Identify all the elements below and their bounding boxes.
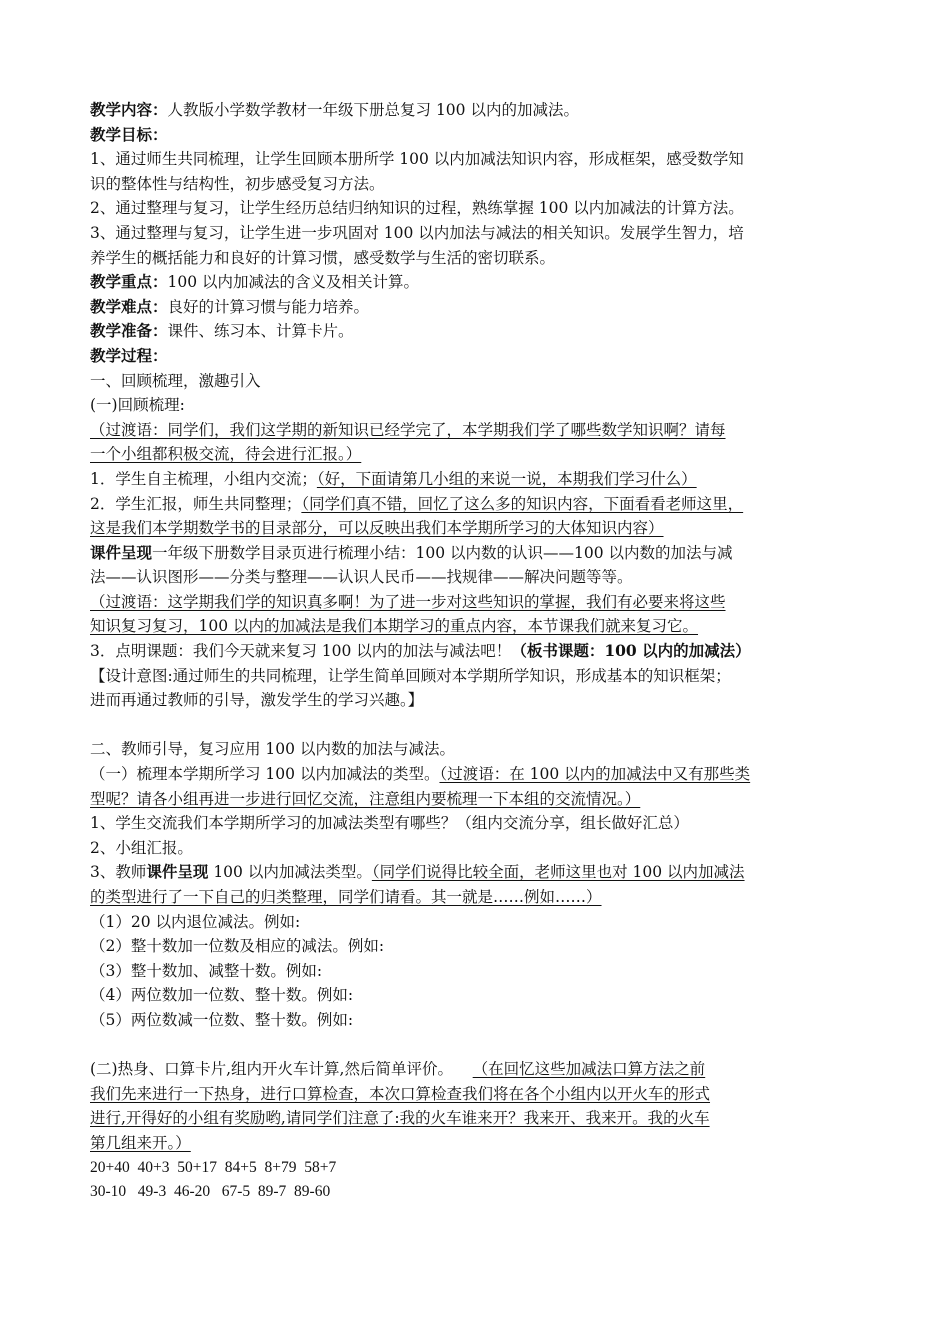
step-3 <box>90 639 865 664</box>
section-2a <box>90 762 865 787</box>
goal-2: 2、通过整理与复习，让学生经历总结归纳知识的过程，熟练掌握 100 以内加减法的计算方法。 <box>90 199 744 218</box>
type-item: （1）20 以内退位减法。例如: <box>90 912 301 931</box>
section-2b-line-4: 第几组来开。） <box>90 1133 191 1152</box>
transition-2-line-1: （过渡语：这学期我们学的知识真多啊！为了进一步对这些知识的掌握，我们有必要来将这些 <box>90 592 726 611</box>
goal-3-line-2: 养学生的概括能力和良好的计算习惯，感受数学与生活的密切联系。 <box>90 248 556 267</box>
label: 教学难点： <box>90 296 168 316</box>
section-2-title: 二、教师引导，复习应用 100 以内数的加法与减法。 <box>90 740 455 759</box>
text: 人教版小学数学教材一年级下册总复习 100 以内的加减法。 <box>167 101 579 119</box>
section-2a-line-2: 型呢？请各小组再进一步进行回忆交流，注意组内要梳理一下本组的交流情况。） <box>90 789 641 808</box>
courseware-summary-line-2: 法——认识图形——分类与整理——认识人民币——找规律——解决问题等等。 <box>90 568 633 587</box>
teaching-goals-heading: 教学目标： <box>90 124 168 144</box>
type-item: （4）两位数加一位数、整十数。例如: <box>90 986 354 1005</box>
note: （过渡语：在 100 以内的加减法中又有那些类 <box>439 765 751 784</box>
goal-3-line-1: 3、通过整理与复习，让学生进一步巩固对 100 以内加法与减法的相关知识。发展学生智力，培 <box>90 223 744 242</box>
label: 课件呈现 <box>146 862 209 882</box>
section-2b-line-2: 我们先来进行一下热身，进行口算检查，本次口算检查我们将在各个小组内以开火车的形式 <box>90 1084 711 1103</box>
transition-1-line-1: （过渡语：同学们，我们这学期的新知识已经学完了，本学期我们学了哪些数学知识啊？请每 <box>90 420 726 439</box>
text: 3、教师 <box>90 863 147 882</box>
design-intent-line-2: 进而再通过教师的引导，激发学生的学习兴趣。】 <box>90 691 424 710</box>
note: （在回忆这些加减法口算方法之前 <box>472 1060 706 1079</box>
spacer <box>90 1033 865 1058</box>
text: （一）梳理本学期所学习 100 以内加减法的类型。 <box>90 765 440 784</box>
text: 100 以内加减法类型。 <box>208 863 372 882</box>
section-1-title: 一、回顾梳理，激趣引入 <box>90 371 261 390</box>
teaching-process-heading: 教学过程： <box>90 345 168 365</box>
calc-row-1: 20+40 40+3 50+17 84+5 8+79 58+7 <box>90 1158 337 1176</box>
note: （好，下面请第几小组的来说一说，本期我们学习什么） <box>316 469 697 488</box>
calc-row-2: 30-10 49-3 46-20 67-5 89-7 89-60 <box>90 1183 331 1201</box>
spacer <box>90 713 865 738</box>
transition-1-line-2: 一个小组都积极交流，待会进行汇报。） <box>90 445 362 464</box>
note: （同学们真不错，回忆了这么多的知识内容，下面看看老师这里， <box>301 494 744 513</box>
courseware-summary <box>90 541 865 566</box>
text: 100 以内加减法的含义及相关计算。 <box>167 273 420 292</box>
text: 课件、练习本、计算卡片。 <box>167 322 354 341</box>
text: 一年级下册数学目录页进行梳理小结：100 以内数的认识——100 以内数的加法与减 <box>152 543 733 562</box>
text: 2．学生汇报，师生共同整理； <box>90 494 302 513</box>
note: （同学们说得比较全面，老师这里也对 100 以内加减法 <box>371 863 745 882</box>
document-page <box>90 98 865 1205</box>
text: (二)热身、口算卡片,组内开火车计算,然后简单评价。 <box>90 1060 473 1079</box>
section-1-subtitle: (一)回顾梳理: <box>90 396 185 415</box>
board-title: （板书课题：100 以内的加减法） <box>511 641 751 661</box>
label: 教学内容： <box>90 100 168 119</box>
type-item: （3）整十数加、减整十数。例如: <box>90 961 323 980</box>
section-2-item-1: 1、学生交流我们本学期所学习的加减法类型有哪些？（组内交流分享，组长做好汇总） <box>90 814 689 833</box>
teaching-preparation <box>90 319 865 344</box>
section-2b-line-3: 进行,开得好的小组有奖励哟,请同学们注意了:我的火车谁来开？我来开、我来开。我的火车 <box>90 1109 710 1128</box>
teaching-content <box>90 98 865 123</box>
step-1 <box>90 467 865 492</box>
step-2 <box>90 492 865 517</box>
section-2-item-2: 2、小组汇报。 <box>90 838 193 857</box>
text: 良好的计算习惯与能力培养。 <box>167 297 370 316</box>
section-2-item-3-line-2: 的类型进行了一下自己的归类整理，同学们请看。其一就是……例如……） <box>90 888 602 906</box>
label: 教学重点： <box>90 272 168 292</box>
label: 课件呈现 <box>90 542 153 562</box>
teaching-difficulties <box>90 295 865 320</box>
type-item: （2）整十数加一位数及相应的减法。例如: <box>90 937 385 956</box>
teaching-key-points <box>90 270 865 295</box>
goal-1-line-1: 1、通过师生共同梳理，让学生回顾本册所学 100 以内加减法知识内容，形成框架，感受数学知 <box>90 150 744 169</box>
text: 1．学生自主梳理，小组内交流； <box>90 469 317 488</box>
type-item: （5）两位数减一位数、整十数。例如: <box>90 1010 354 1029</box>
section-2-item-3 <box>90 860 865 885</box>
text: 3．点明课题：我们今天就来复习 100 以内的加法与减法吧！ <box>90 642 512 661</box>
transition-2-line-2: 知识复习复习，100 以内的加减法是我们本期学习的重点内容，本节课我们就来复习它。 <box>90 617 699 636</box>
design-intent-line-1: 【设计意图:通过师生的共同梳理，让学生简单回顾对本学期所学知识，形成基本的知识框架； <box>90 666 731 685</box>
goal-1-line-2: 识的整体性与结构性，初步感受复习方法。 <box>90 174 385 193</box>
step-2-line-2: 这是我们本学期数学书的目录部分，可以反映出我们本学期所学习的大体知识内容） <box>90 519 664 538</box>
section-2b <box>90 1057 865 1082</box>
label: 教学准备： <box>90 321 168 341</box>
